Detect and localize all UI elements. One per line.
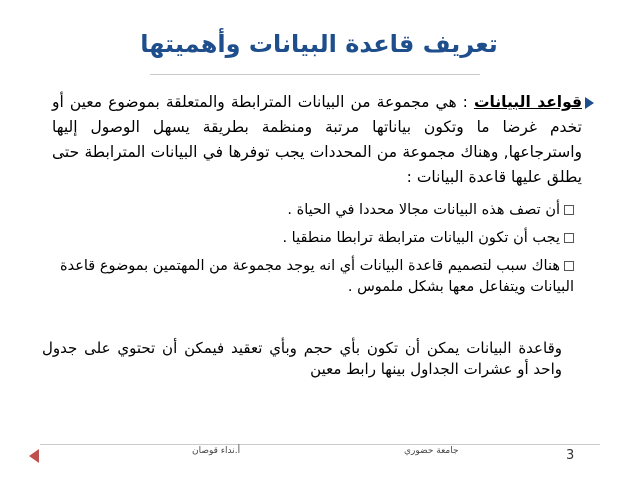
triangle-right-icon (585, 97, 594, 109)
page-number: 3 (566, 448, 575, 463)
condition-item-2 (34, 228, 574, 249)
condition-item-1 (34, 200, 574, 221)
definition-paragraph (52, 90, 582, 190)
closing-paragraph: وقاعدة البيانات يمكن أن تكون بأي حجم وبأي تعقيد فيمكن أن تحتوي على جدول واحد أو عشرات الجداول بينها رابط معين (42, 339, 562, 378)
condition-item-3 (54, 256, 574, 298)
triangle-left-icon[interactable] (29, 449, 39, 463)
square-checkbox-icon (564, 261, 574, 271)
condition-text: هناك سبب لتصميم قاعدة البيانات أي انه يوجد مجموعة من المهتمين بموضوع قاعدة البيانات ويتفاعل معها بشكل ملموس . (60, 258, 574, 295)
definition-text: هي مجموعة من البيانات المترابطة والمتعلقة بموضوع معين أو تخدم غرضا ما وتكون بياناتها مرتبة ومنظمة بطريقة يسهل الوصول إليها واسترجاعها, وهناك مجموعة من المحددات يجب توفرها في البيانات المترابطة حتى يطلق عليها قاعدة البيانات : (52, 93, 582, 186)
condition-text: يجب أن تكون البيانات مترابطة ترابطا منطقيا . (282, 230, 560, 246)
footer-divider (40, 444, 600, 445)
footer-university: جامعة حضوري (404, 446, 459, 456)
definition-term: قواعد البيانات (473, 93, 582, 111)
definition-separator: : (456, 93, 474, 111)
slide-title: تعريف قاعدة البيانات وأهميتها (140, 30, 498, 58)
title-divider (150, 74, 480, 75)
square-checkbox-icon (564, 233, 574, 243)
condition-text: أن تصف هذه البيانات مجالا محددا في الحياة . (287, 202, 560, 218)
square-checkbox-icon (564, 205, 574, 215)
footer-author: أ.نداء قوصان (192, 446, 241, 456)
